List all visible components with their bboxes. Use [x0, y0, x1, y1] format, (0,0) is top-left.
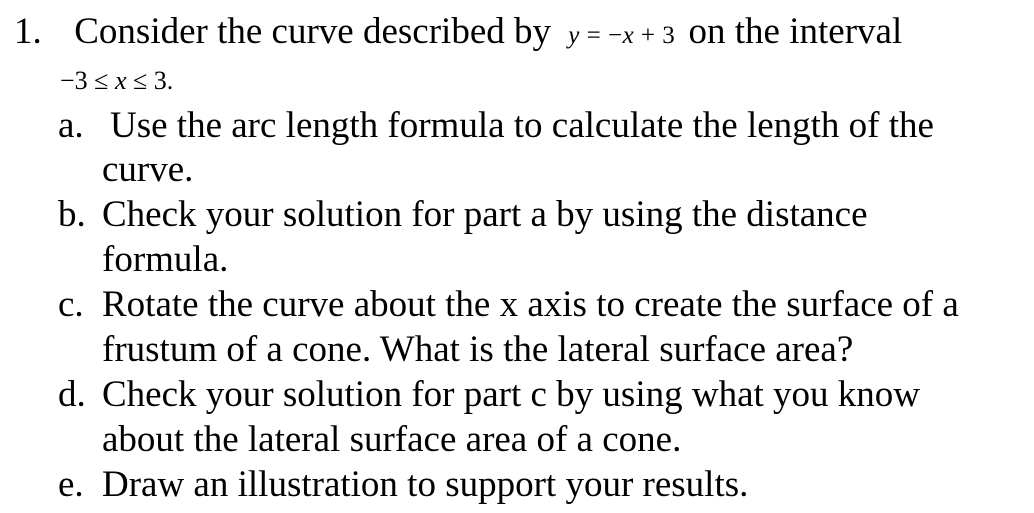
part-a-text-cont: curve. — [102, 149, 194, 190]
part-a-line-1 — [58, 104, 934, 148]
problem-statement-line-1 — [14, 10, 902, 58]
interval-x: x — [114, 66, 127, 95]
part-a-text: Use the arc length formula to calculate the length of the — [110, 105, 934, 146]
part-d-text: Check your solution for part c by using what you know — [102, 374, 920, 415]
part-c-letter: c. — [58, 284, 84, 325]
part-b-letter: b. — [58, 194, 86, 235]
equation-constant: + 3 — [634, 22, 676, 49]
curve-equation — [568, 10, 675, 58]
part-e-letter: e. — [58, 464, 84, 505]
part-b-line-2 — [102, 238, 228, 282]
part-d-line-1 — [58, 373, 920, 417]
interval-upper: ≤ 3. — [126, 66, 174, 95]
part-d-text-cont: about the lateral surface area of a cone. — [102, 419, 682, 460]
part-b-line-1 — [58, 193, 868, 237]
part-b-text-cont: formula. — [102, 239, 229, 280]
problem-number: 1. — [14, 11, 42, 52]
problem-intro-tail: on the interval — [688, 11, 903, 52]
part-e-line-1 — [58, 463, 748, 507]
part-c-text-cont: frustum of a cone. What is the lateral surface area? — [102, 329, 854, 370]
part-a-letter: a. — [58, 105, 84, 146]
equation-y: y — [568, 22, 580, 49]
part-d-letter: d. — [58, 374, 86, 415]
part-a-line-2 — [102, 148, 193, 192]
part-c-text: Rotate the curve about the x axis to create the surface of a — [102, 284, 959, 325]
problem-intro-text: Consider the curve described by — [74, 11, 551, 52]
equation-equals: = − — [579, 22, 623, 49]
part-d-line-2 — [102, 418, 681, 462]
part-b-text: Check your solution for part a by using the distance — [102, 194, 868, 235]
part-c-line-2 — [102, 328, 853, 372]
equation-x: x — [622, 22, 635, 49]
part-c-line-1 — [58, 283, 959, 327]
interval-lower: −3 ≤ — [60, 66, 115, 95]
part-e-text: Draw an illustration to support your results. — [102, 464, 749, 505]
interval-inequality — [60, 66, 173, 96]
